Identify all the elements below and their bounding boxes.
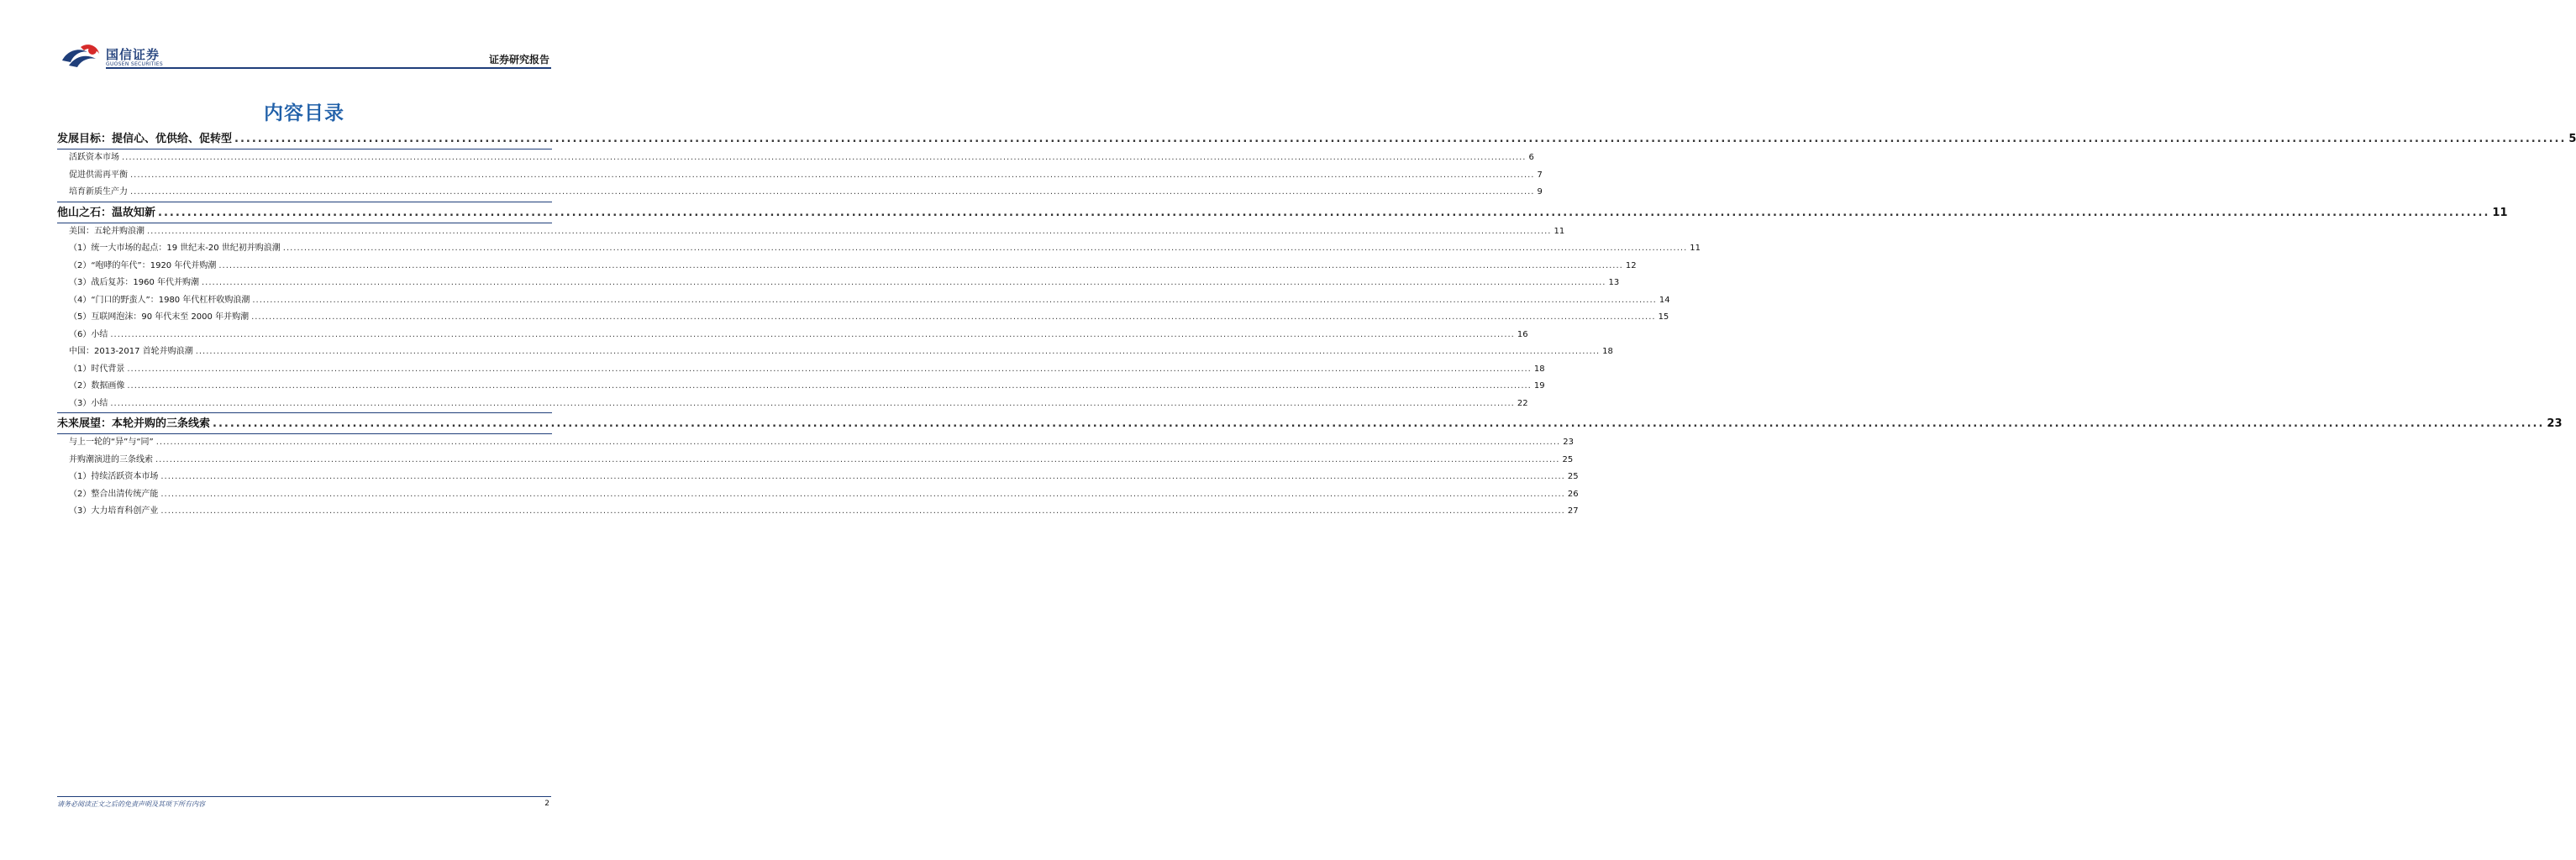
footer-disclaimer: 请务必阅读正文之后的免责声明及其项下所有内容: [57, 800, 205, 808]
toc-leader-dots: ................................................................................................................................................................................................................................................................................................................................................................................................................: [251, 312, 1656, 322]
brand-name-cn: 国信证券: [106, 47, 160, 62]
toc-entry-page: 11: [1553, 226, 1565, 236]
toc-subsection-entry[interactable]: [57, 292, 1670, 310]
toc-subsection-entry[interactable]: [57, 184, 1543, 202]
toc-entry-page: 26: [1567, 489, 1579, 499]
toc-entry-label: 促进供需再平衡: [69, 170, 128, 180]
toc-subsection-entry[interactable]: [57, 275, 1620, 292]
toc-entry-label: 活跃资本市场: [69, 153, 119, 162]
toc-subsection-entry[interactable]: [57, 327, 1528, 344]
toc-section-entry[interactable]: [57, 414, 2563, 433]
toc-entry-page: 16: [1517, 329, 1528, 339]
toc-entry-page: 18: [1533, 364, 1545, 374]
page-header: [0, 0, 608, 76]
toc-entry-label: （3）大力培育科创产业: [69, 506, 159, 516]
toc-leader-dots: ................................................................................................................................................................................................................................................................................................................................................................................................................: [127, 381, 1532, 391]
toc-entry-label: （4）“门口的野蛮人”：1980 年代杠杆收购浪潮: [69, 295, 250, 305]
toc-leader-dots: ................................................................................................................................................................................................................................................................................................................................................................................................................: [147, 226, 1552, 236]
toc-entry-page: 6: [1528, 153, 1534, 162]
toc-subsection-entry[interactable]: [57, 167, 1543, 185]
toc-entry-page: 25: [1562, 454, 1574, 464]
toc-entry-label: （3）战后复苏：1960 年代并购潮: [69, 278, 199, 287]
toc-entry-page: 15: [1658, 312, 1669, 322]
toc-leader-dots: ................................................................................................................................................................................................................................................................................................................................................................................................................: [252, 295, 1657, 305]
table-of-contents: [57, 128, 2576, 521]
toc-entry-page: 5: [2568, 133, 2576, 145]
toc-leader-dots: ................................................................................................................................................................................................................................................................................................................................................................................................................: [160, 506, 1565, 516]
toc-entry-label: （2）整合出清传统产能: [69, 489, 159, 499]
toc-leader-dots: ................................................................................................................................................................................................................................................................................................................................................................................................................: [110, 329, 1515, 339]
toc-leader-dots: ................................................................................................................................................................................................................................................................................................................................................................................................................: [130, 170, 1535, 180]
toc-leader-dots: ................................................................................................................................................................................................................................................................................................................................................................................................................: [160, 472, 1565, 481]
toc-subsection-entry[interactable]: [57, 378, 1545, 396]
toc-subsection-entry[interactable]: [57, 309, 1669, 327]
toc-entry-page: 27: [1567, 506, 1579, 516]
toc-subsection-entry[interactable]: [57, 452, 1574, 469]
toc-entry-label: （1）持续活跃资本市场: [69, 472, 159, 481]
toc-entry-label: （5）互联网泡沫：90 年代末至 2000 年并购潮: [69, 312, 250, 322]
toc-entry-page: 9: [1537, 187, 1543, 197]
toc-entry-label: （1）统一大市场的起点：19 世纪末-20 世纪初并购浪潮: [69, 244, 281, 253]
toc-entry-label: （2）数据画像: [69, 381, 125, 391]
toc-subsection-entry[interactable]: [57, 149, 1534, 167]
toc-entry-page: 7: [1537, 170, 1543, 180]
toc-leader-dots: ................................................................................................................................................................................................................................................................................................................................................................................................................: [155, 438, 1561, 447]
page-number: 2: [544, 800, 549, 808]
toc-subsection-entry[interactable]: [57, 361, 1545, 379]
toc-entry-label: （2）“咆哮的年代”：1920 年代并购潮: [69, 260, 217, 270]
toc-entry-page: 25: [1567, 472, 1579, 481]
toc-subsection-entry[interactable]: [57, 258, 1637, 275]
toc-leader-dots: ................................................................................................................................................................................................................................................................................................................................................................................................................: [122, 153, 1527, 162]
toc-entry-page: 11: [2492, 206, 2508, 219]
toc-entry-page: 12: [1625, 260, 1637, 270]
toc-entry-page: 18: [1602, 347, 1613, 356]
toc-entry-label: 他山之石：温故知新: [57, 206, 156, 219]
toc-leader-dots: ................................................................................................................................................................................................................................................................................................................................................................................................................: [202, 278, 1606, 287]
toc-leader-dots: ................................................................................................................................................................................................................................................................................................................................................................................................................: [130, 187, 1535, 197]
toc-leader-dots: ................................................................................................................................................................................................................................................................................................................................................................................................................: [155, 454, 1560, 464]
report-type-label: 证券研究报告: [488, 54, 549, 66]
toc-entry-label: 中国：2013-2017 首轮并购浪潮: [69, 347, 193, 356]
guosen-logo-icon: [59, 42, 103, 71]
toc-subsection-entry[interactable]: [57, 396, 1528, 413]
toc-leader-dots: ................................................................................................................................................................................................................................................................................................................................................................................................................: [195, 347, 1601, 356]
toc-entry-label: 并购潮演进的三条线索: [69, 454, 153, 464]
toc-entry-label: 与上一轮的“异”与“同”: [69, 438, 154, 447]
toc-entry-page: 22: [1517, 398, 1528, 408]
toc-entry-page: 11: [1690, 244, 1701, 253]
footer-divider: [57, 796, 551, 797]
toc-entry-page: 23: [2547, 417, 2563, 430]
toc-section-entry[interactable]: [57, 203, 2508, 223]
toc-entry-page: 13: [1608, 278, 1620, 287]
header-divider: [106, 67, 551, 69]
toc-subsection-entry[interactable]: [57, 469, 1579, 486]
toc-section-entry[interactable]: [57, 129, 2576, 149]
toc-entry-page: 19: [1533, 381, 1545, 391]
toc-entry-label: 培育新质生产力: [69, 187, 128, 197]
toc-leader-dots: ................................................................................................................................................................................................................................................................................................................................................................................................................: [160, 489, 1565, 499]
toc-leader-dots: ................................................................................................................................................................................................................................................................................................................................................................................................................: [127, 364, 1532, 374]
toc-entry-page: 14: [1659, 295, 1670, 305]
toc-entry-label: 发展目标：提信心、优供给、促转型: [57, 133, 233, 145]
brand-name-en: GUOSEN SECURITIES: [106, 61, 164, 67]
toc-entry-label: （1）时代背景: [69, 364, 125, 374]
toc-leader-dots: ................................................................................................................................................................................................................................................................................................................................................................................................................: [213, 417, 2545, 430]
toc-entry-label: 美国：五轮并购浪潮: [69, 226, 145, 236]
toc-title: 内容目录: [264, 102, 344, 124]
toc-entry-label: （3）小结: [69, 398, 108, 408]
section-divider: [57, 412, 552, 413]
toc-subsection-entry[interactable]: [57, 434, 1574, 452]
toc-subsection-entry[interactable]: [57, 240, 1701, 258]
toc-leader-dots: ................................................................................................................................................................................................................................................................................................................................................................................................................: [282, 244, 1688, 253]
toc-subsection-entry[interactable]: [57, 486, 1579, 504]
toc-entry-label: （6）小结: [69, 329, 108, 339]
toc-subsection-entry[interactable]: [57, 223, 1565, 241]
toc-leader-dots: ................................................................................................................................................................................................................................................................................................................................................................................................................: [218, 260, 1623, 270]
toc-subsection-entry[interactable]: [57, 503, 1579, 521]
toc-leader-dots: ................................................................................................................................................................................................................................................................................................................................................................................................................: [234, 133, 2567, 145]
toc-subsection-entry[interactable]: [57, 343, 1613, 361]
toc-entry-label: 未来展望：本轮并购的三条线索: [57, 417, 211, 430]
toc-entry-page: 23: [1563, 438, 1574, 447]
toc-leader-dots: ................................................................................................................................................................................................................................................................................................................................................................................................................: [158, 206, 2490, 219]
toc-leader-dots: ................................................................................................................................................................................................................................................................................................................................................................................................................: [110, 398, 1515, 408]
